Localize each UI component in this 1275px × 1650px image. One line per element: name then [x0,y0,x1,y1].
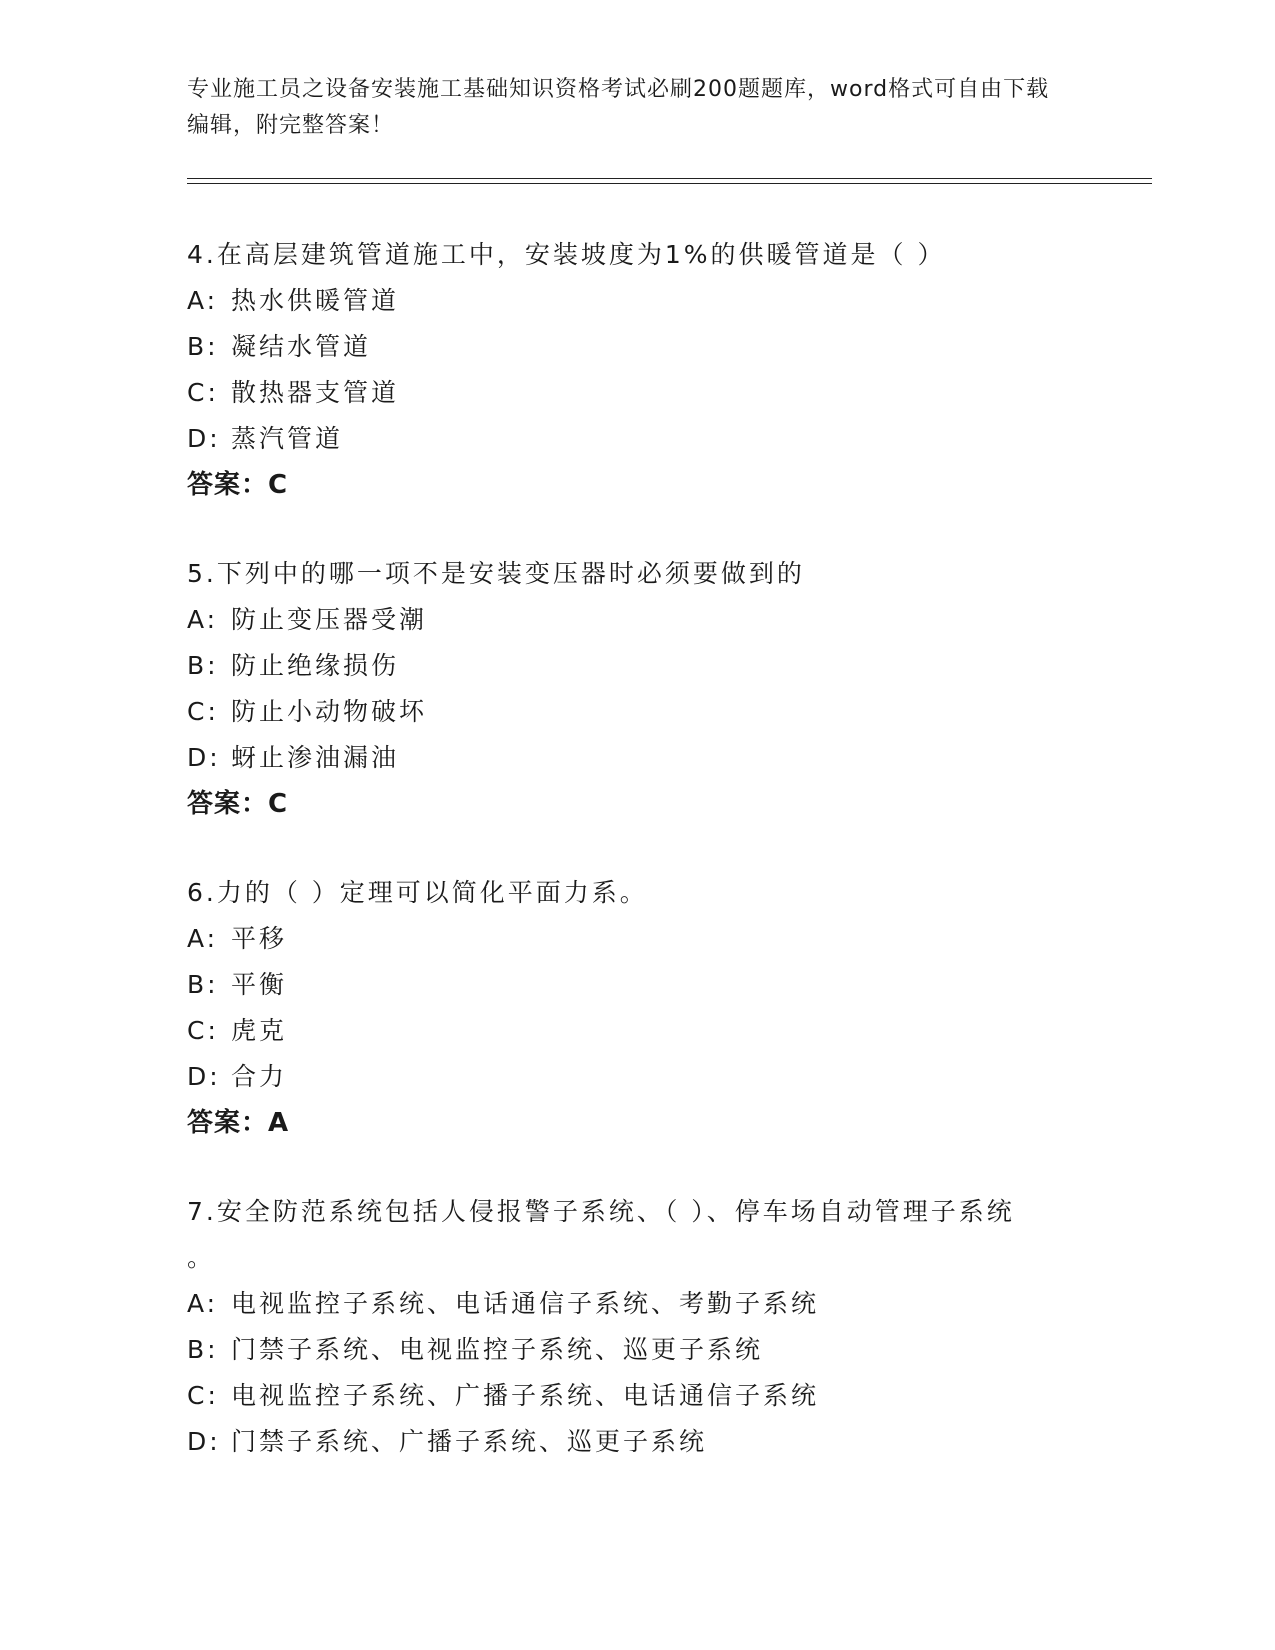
question-6 [187,870,1087,1146]
option-a [187,916,1087,962]
option-text: 防止变压器受潮 [231,605,428,634]
option-text: 门禁子系统、广播子系统、巡更子系统 [231,1427,708,1456]
option-key: B: [187,332,219,361]
option-b [187,643,1087,689]
option-key: C: [187,378,219,407]
option-key: A: [187,286,219,315]
option-key: C: [187,697,219,726]
header-rule-top [187,178,1152,179]
option-key: B: [187,970,219,999]
question-stem: 4.在高层建筑管道施工中，安装坡度为1%的供暖管道是（ ） [187,240,946,269]
question-stem: 6.力的（ ）定理可以简化平面力系。 [187,878,648,907]
option-d [187,1419,1087,1465]
question-stem: 7.安全防范系统包括人侵报警子系统、（ ）、停车场自动管理子系统 [187,1197,1015,1226]
option-text: 电视监控子系统、广播子系统、电话通信子系统 [231,1381,820,1410]
option-text: 蒸汽管道 [231,424,344,453]
option-a [187,1281,1087,1327]
option-text: 平移 [231,924,288,953]
option-key: A: [187,605,219,634]
option-text: 电视监控子系统、电话通信子系统、考勤子系统 [231,1289,820,1318]
option-key: B: [187,1335,219,1364]
option-key: D: [187,424,221,453]
answer: 答案：C [187,789,289,819]
option-key: B: [187,651,219,680]
option-c [187,689,1087,735]
option-key: C: [187,1016,219,1045]
option-text: 合力 [231,1062,288,1091]
question-4 [187,232,1087,508]
answer: 答案：A [187,1108,290,1138]
option-key: D: [187,1427,221,1456]
option-text: 散热器支管道 [231,378,400,407]
option-text: 防止小动物破坏 [231,697,428,726]
option-d [187,1054,1087,1100]
option-text: 热水供暖管道 [231,286,400,315]
question-7 [187,1189,1087,1465]
option-text: 蚜止渗油漏油 [231,743,400,772]
option-key: D: [187,743,221,772]
option-d [187,735,1087,781]
option-a [187,597,1087,643]
question-stem: 5.下列中的哪一项不是安装变压器时必须要做到的 [187,559,805,588]
option-text: 凝结水管道 [231,332,372,361]
answer: 答案：C [187,470,289,500]
option-key: A: [187,1289,219,1318]
option-c [187,1373,1087,1419]
option-b [187,1327,1087,1373]
document-header: 专业施工员之设备安装施工基础知识资格考试必刷200题题库，word格式可自由下载编辑，附完整答案！ [187,77,1050,138]
option-a [187,278,1087,324]
option-key: C: [187,1381,219,1410]
option-b [187,962,1087,1008]
option-text: 平衡 [231,970,288,999]
question-5 [187,551,1087,827]
option-d [187,416,1087,462]
option-key: A: [187,924,219,953]
option-c [187,370,1087,416]
question-stem-continuation: 。 [187,1243,213,1272]
option-c [187,1008,1087,1054]
option-text: 虎克 [231,1016,288,1045]
option-text: 防止绝缘损伤 [231,651,400,680]
option-key: D: [187,1062,221,1091]
header-rule-bottom [187,183,1152,184]
option-b [187,324,1087,370]
option-text: 门禁子系统、电视监控子系统、巡更子系统 [231,1335,764,1364]
